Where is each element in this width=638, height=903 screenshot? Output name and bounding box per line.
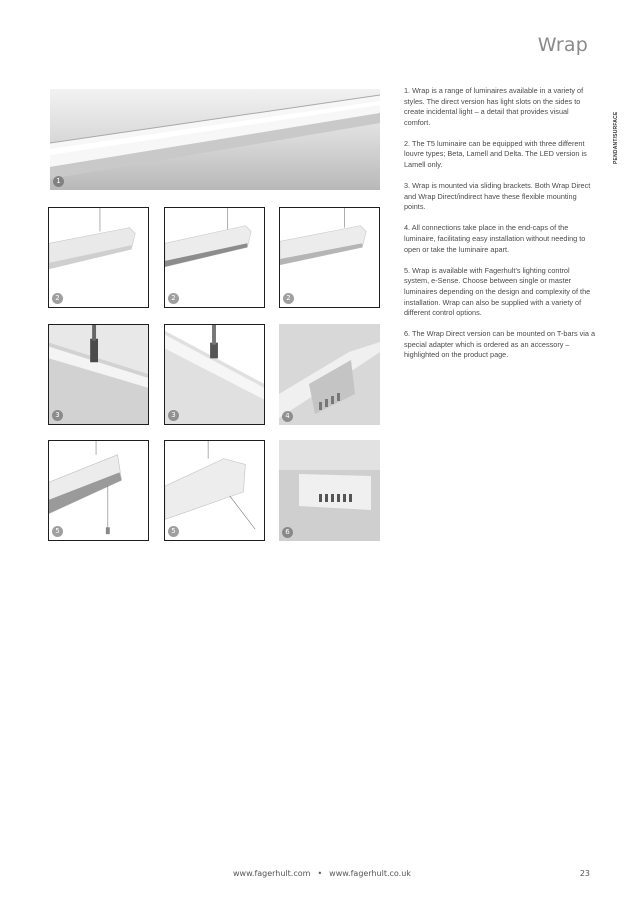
page-title: Wrap [537,34,588,56]
photo-number-badge: 5 [52,526,63,537]
photo-number-badge: 6 [282,527,293,538]
paragraph-6: 6. The Wrap Direct version can be mounted on T-bars via a special adapter which is ordered as an accessory – highlighted on the product page. [404,329,596,360]
photo-control-1 [48,440,149,541]
photo-louvre-1 [48,207,149,308]
photo-louvre-2 [164,207,265,308]
paragraph-3: 3. Wrap is mounted via sliding brackets. Both Wrap Direct and Wrap Direct/indirect have these flexible mounting points. [404,181,591,212]
photo-number-badge: 3 [52,410,63,421]
photo-tbar-adapter [279,440,380,541]
footer-link-couk[interactable]: www.fagerhult.co.uk [329,869,411,878]
paragraph-1: 1. Wrap is a range of luminaires available in a variety of styles. The direct version has light slots on the sides to create incidental light – a detail that provides visual comfort. [404,86,584,127]
section-side-label: PENDANT/SURFACE [613,111,619,164]
hero-photo [50,89,380,190]
photo-number-badge: 1 [53,176,64,187]
photo-bracket-1 [48,324,149,425]
photo-endcap [279,324,380,425]
page-number: 23 [579,869,590,878]
paragraph-2: 2. The T5 luminaire can be equipped with three different louvre types; Beta, Lamell and Delta. The LED version is Lamell only. [404,138,587,170]
description-column [404,86,596,371]
paragraph-4: 4. All connections take place in the end-caps of the luminaire, facilitating easy installation without needing to open or take the luminaire apart. [404,223,586,254]
footer-separator: • [317,869,323,878]
photo-number-badge: 2 [283,293,294,304]
photo-number-badge: 4 [282,411,293,422]
photo-louvre-3 [279,207,380,308]
photo-number-badge: 2 [168,293,179,304]
footer-links [233,869,411,878]
footer-link-com[interactable]: www.fagerhult.com [233,869,311,878]
photo-number-badge: 3 [168,410,179,421]
photo-number-badge: 2 [52,293,63,304]
photo-number-badge: 5 [168,526,179,537]
photo-control-2 [164,440,265,541]
photo-bracket-2 [164,324,265,425]
paragraph-5: 5. Wrap is available with Fagerhult’s lighting control system, e-Sense. Choose between single or master luminaires depending on the design and complexity of the installation. Wrap can also be supplied with a variety of different control options. [404,265,591,318]
